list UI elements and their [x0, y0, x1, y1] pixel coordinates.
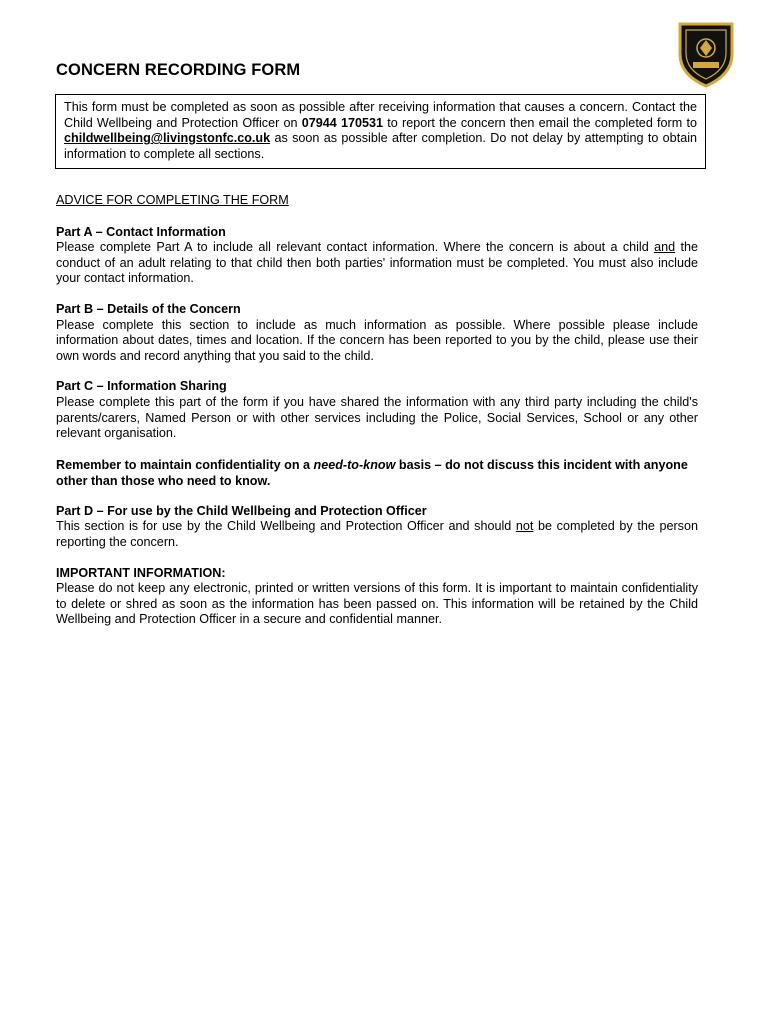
intro-text: as soon as possible after completion. Do not delay by attempting to obtain information to complete all sections.: [64, 131, 697, 161]
part-a-section: [56, 225, 698, 287]
advice-section: [56, 193, 698, 643]
part-d-text: [56, 519, 698, 550]
reminder-text-1: Remember to maintain confidentiality on a: [56, 457, 314, 472]
part-d-emphasis: not: [515, 519, 534, 534]
confidentiality-reminder: [56, 457, 698, 489]
important-text: Please do not keep any electronic, printed or written versions of this form. It is important to maintain confidentiality to delete or shred as soon as the information has been passed on. This information will be retained by the Child Wellbeing and Protection Officer in a secure and confidential manner.: [56, 581, 698, 627]
part-c-text: Please complete this part of the form if you have shared the information with any third party including the child's parents/carers, Named Person or with other services including the Police, Social Services, School or any other relevant organisation.: [56, 394, 698, 441]
advice-heading: ADVICE FOR COMPLETING THE FORM: [56, 193, 289, 207]
part-a-text: [56, 240, 698, 287]
reminder-text-2: basis – do not discuss this incident with anyone other than those who need to know.: [56, 457, 688, 488]
page-title: CONCERN RECORDING FORM: [56, 61, 301, 79]
part-d-text-1: This section is for use by the Child Wellbeing and Protection Officer and should: [56, 519, 516, 534]
part-c-section: [56, 379, 698, 441]
part-c-heading: Part C – Information Sharing: [56, 379, 227, 394]
part-a-heading: Part A – Contact Information: [56, 224, 226, 239]
part-d-section: [56, 504, 698, 551]
intro-text: This form must be completed as soon as possible after receiving information that causes a concern. Contact the Child Wellbeing and Protection Officer on: [64, 100, 697, 130]
part-a-text-1: Please complete Part A to include all relevant contact information. Where the concern is about a child: [56, 240, 655, 255]
part-a-emphasis: and: [654, 240, 676, 255]
part-b-heading: Part B – Details of the Concern: [56, 301, 241, 316]
reminder-emphasis: need-to-know: [313, 457, 396, 472]
part-a-text-2: the conduct of an adult relating to that child then both parties' information must be completed. You must also include your contact information.: [56, 240, 698, 286]
important-section: [56, 566, 698, 628]
intro-box: [55, 94, 706, 169]
intro-text: to report the concern then email the completed form to: [383, 115, 697, 130]
part-d-heading: Part D – For use by the Child Wellbeing and Protection Officer: [56, 503, 427, 518]
phone-number: 07944 170531: [301, 115, 384, 130]
part-b-section: [56, 302, 698, 364]
part-b-text: Please complete this section to include as much information as possible. Where possible please include information about dates, times and location. If the concern has been reported to you by the child, please use their own words and record anything that you said to the child.: [56, 317, 698, 363]
email-link[interactable]: childwellbeing@livingstonfc.co.uk: [64, 131, 271, 146]
part-d-text-2: be completed by the person reporting the concern.: [56, 519, 698, 549]
important-heading: IMPORTANT INFORMATION:: [56, 565, 226, 580]
club-crest-icon: [676, 20, 736, 88]
